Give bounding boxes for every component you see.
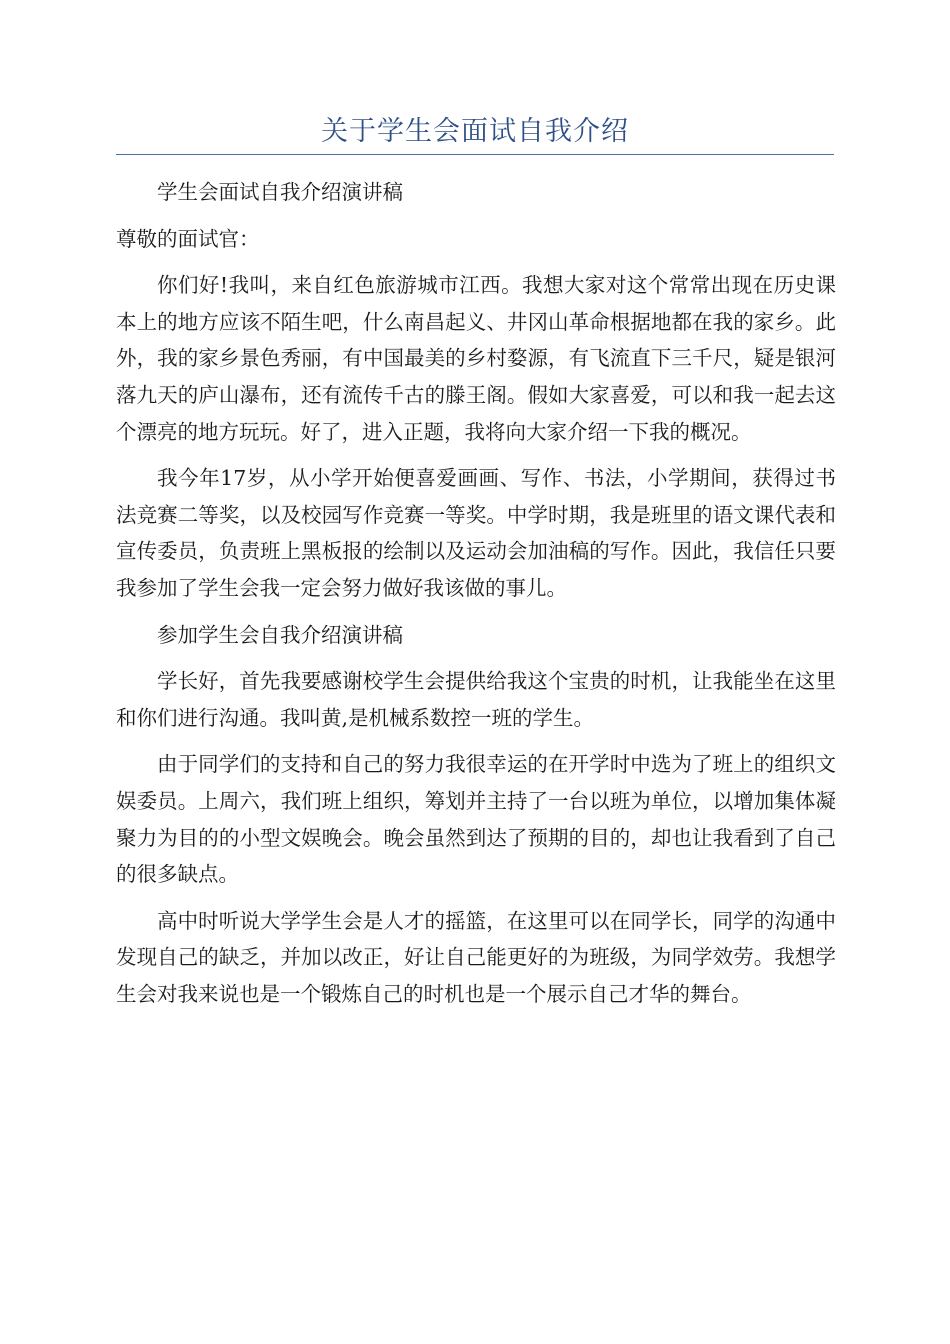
paragraph-speech-heading-2: 参加学生会自我介绍演讲稿 bbox=[157, 622, 403, 647]
title-underline bbox=[116, 154, 834, 155]
paragraph-class-role: 由于同学们的支持和自己的努力我很幸运的在开学时中选为了班上的组织文娱委员。上周六，我们班上组织，筹划并主持了一台以班为单位，以增加集体凝聚力为目的的小型文娱晚会。晚会虽然到达了预期的目的，却也让我看到了自己的很多缺点。 bbox=[116, 752, 836, 887]
paragraph-speech-heading-1: 学生会面试自我介绍演讲稿 bbox=[157, 180, 403, 204]
paragraph-introduction: 你们好!我叫，来自红色旅游城市江西。我想大家对这个常常出现在历史课本上的地方应该不陌生吧，什么南昌起义、井冈山革命根据地都在我的家乡。此外，我的家乡景色秀丽，有中国最美的乡村婺源，有飞流直下三千尺，疑是银河落九天的庐山瀑布，还有流传千古的滕王阁。假如大家喜爱，可以和我一起去这个漂亮的地方玩玩。好了，进入正题，我将向大家介绍一下我的概况。 bbox=[116, 273, 836, 444]
paragraph-salutation: 尊敬的面试官： bbox=[116, 226, 260, 251]
paragraph-motivation: 高中时听说大学学生会是人才的摇篮，在这里可以在同学长，同学的沟通中发现自己的缺乏，并加以改正，好让自己能更好的为班级，为同学效劳。我想学生会对我来说也是一个锻炼自己的时机也是一个展示自己才华的舞台。 bbox=[116, 908, 836, 1006]
document-title: 关于学生会面试自我介绍 bbox=[321, 116, 629, 147]
paragraph-greeting: 学长好，首先我要感谢校学生会提供给我这个宝贵的时机，让我能坐在这里和你们进行沟通。我叫黄,是机械系数控一班的学生。 bbox=[116, 669, 836, 730]
document-body bbox=[116, 174, 836, 1022]
paragraph-personal-background: 我今年17岁，从小学开始便喜爱画画、写作、书法，小学期间，获得过书法竞赛二等奖，以及校园写作竞赛一等奖。中学时期，我是班里的语文课代表和宣传委员，负责班上黑板报的绘制以及运动会加油稿的写作。因此，我信任只要我参加了学生会我一定会努力做好我该做的事儿。 bbox=[116, 466, 836, 600]
